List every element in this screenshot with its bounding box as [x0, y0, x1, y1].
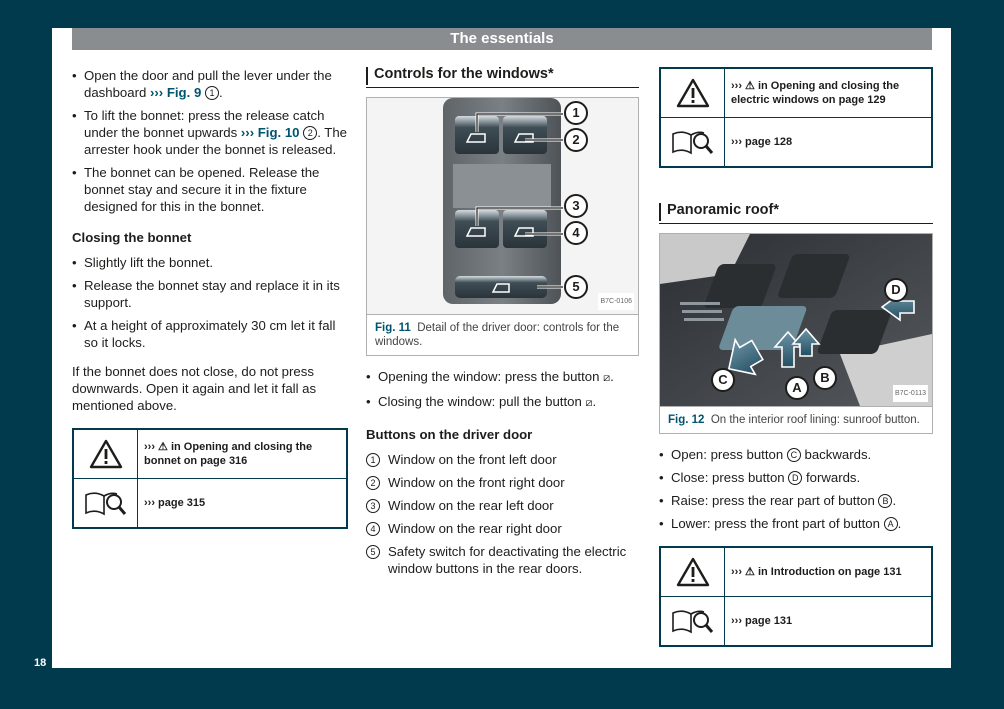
book-search-icon: [661, 118, 725, 166]
buttons-heading: Buttons on the driver door: [366, 427, 533, 442]
list-item: 3 Window on the rear left door: [366, 497, 639, 514]
column-left: [72, 40, 348, 529]
list-item: 2 Window on the front right door: [366, 474, 639, 491]
roof-item: • Lower: press the front part of button A .: [659, 515, 933, 532]
closing-item: • Release the bonnet stay and replace it in its support.: [72, 277, 348, 311]
warning-link[interactable]: ››› ⚠ in Opening and closing the electric windows on page 129: [725, 69, 931, 118]
callout-C: C: [711, 368, 735, 392]
window-controls-image: [367, 98, 638, 314]
callout-1: 1: [564, 101, 588, 125]
closing-item: • At a height of approximately 30 cm let it fall so it locks.: [72, 317, 348, 351]
figure-12: [659, 233, 933, 434]
bullet-close-window: • Closing the window: pull the button ⧄.: [366, 393, 639, 412]
callout-2: 2: [564, 128, 588, 152]
callout-A: A: [785, 376, 809, 400]
bullet-open-door: • Open the door and pull the lever under the dashboard ››› Fig. 9 1 .: [72, 67, 348, 101]
window-button-4: [503, 210, 547, 248]
callout-D: D: [884, 278, 908, 302]
book-link[interactable]: ››› page 128: [731, 136, 793, 148]
roof-item: • Close: press button D forwards.: [659, 469, 933, 486]
column-middle: [366, 40, 639, 583]
panoramic-section-title: Panoramic roof*: [659, 202, 933, 224]
fig9-link[interactable]: ››› Fig. 9: [150, 85, 202, 100]
warning-box: [659, 546, 933, 647]
bullet-open-window: • Opening the window: press the button ⧄.: [366, 368, 639, 387]
book-link[interactable]: ››› page 315: [144, 497, 206, 509]
bullet-lift-bonnet: • To lift the bonnet: press the release catch under the bonnet upwards ››› Fig. 10 2 . The arrester hook under the bonnet is released.: [72, 107, 348, 158]
figure-code: B7C-0106: [598, 293, 634, 310]
page-number: 18: [34, 657, 47, 669]
warning-link[interactable]: ››› ⚠ in Introduction on page 131: [725, 548, 931, 597]
warning-icon: [661, 69, 725, 118]
figure-12-caption: Fig. 12 On the interior roof lining: sunroof button.: [660, 406, 932, 433]
callout-3: 3: [564, 194, 588, 218]
callout-2: 2: [303, 126, 317, 140]
callout-4: 4: [564, 221, 588, 245]
closing-heading: Closing the bonnet: [72, 230, 192, 245]
window-switch-icon: ⧄: [603, 372, 611, 384]
book-search-icon: [74, 479, 138, 527]
safety-switch-5: [455, 276, 547, 298]
callout-1: 1: [205, 86, 219, 100]
closing-paragraph: If the bonnet does not close, do not press downwards. Open it again and let it fall as mentioned above.: [72, 364, 317, 413]
roof-item: • Raise: press the rear part of button B .: [659, 492, 933, 509]
warning-box: [72, 428, 348, 529]
warning-icon: [661, 548, 725, 597]
callout-5: 5: [564, 275, 588, 299]
bullet-bonnet-opened: • The bonnet can be opened. Release the bonnet stay and secure it in the fixture designed for this in the bonnet.: [72, 164, 348, 215]
callout-B: B: [813, 366, 837, 390]
figure-11: [366, 97, 639, 356]
figure-code: B7C-0113: [893, 385, 928, 402]
fig10-link[interactable]: ››› Fig. 10: [240, 125, 300, 140]
list-item: 5 Safety switch for deactivating the electric window buttons in the rear doors.: [366, 543, 639, 577]
book-link[interactable]: ››› page 131: [731, 615, 793, 627]
warning-icon: [74, 430, 138, 479]
roof-item: • Open: press button C backwards.: [659, 446, 933, 463]
list-item: 1 Window on the front left door: [366, 451, 639, 468]
warning-box: [659, 67, 933, 168]
window-button-2: [503, 116, 547, 154]
windows-section-title: Controls for the windows*: [366, 66, 639, 88]
list-item: 4 Window on the rear right door: [366, 520, 639, 537]
warning-link[interactable]: ››› ⚠ in Opening and closing the bonnet on page 316: [138, 430, 346, 479]
book-search-icon: [661, 597, 725, 645]
roof-controls-image: [660, 234, 932, 406]
closing-item: • Slightly lift the bonnet.: [72, 254, 348, 271]
window-switch-icon: ⧄: [585, 397, 593, 409]
header-title: The essentials: [72, 28, 932, 50]
column-right: [659, 40, 933, 647]
figure-11-caption: Fig. 11 Detail of the driver door: controls for the windows.: [367, 314, 638, 355]
